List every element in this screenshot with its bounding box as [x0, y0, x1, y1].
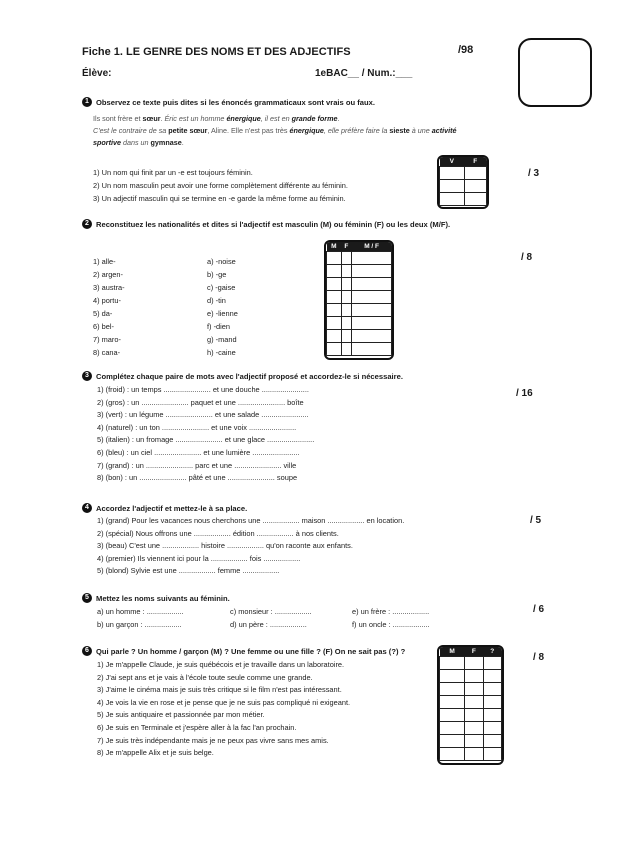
list-item: f) -dien — [207, 322, 231, 331]
answer-cell[interactable] — [352, 252, 392, 265]
fill-in-list — [97, 384, 314, 485]
answer-cell[interactable] — [327, 252, 342, 265]
answer-cell[interactable] — [465, 657, 483, 670]
statement: 2) J'ai sept ans et je vais à l'école toute seule comme une grande. — [97, 672, 313, 682]
answer-cell[interactable] — [465, 748, 483, 761]
fill-in-item[interactable]: e) un frère : .................. — [352, 607, 430, 616]
section-2-title — [82, 219, 450, 229]
student-label: Élève: — [82, 68, 112, 79]
section-score: / 5 — [530, 515, 542, 526]
fill-in-item[interactable]: 3) (beau) C'est une .................. histoire .................. qu'on raconte aux enfants. — [97, 541, 353, 551]
grid-header: M / F — [352, 242, 392, 252]
fill-in-item[interactable]: 5) (italien) : un fromage ....................... et une glace ....................... — [97, 435, 315, 445]
answer-cell[interactable] — [341, 343, 352, 356]
grid-header: F — [341, 242, 352, 252]
answer-cell[interactable] — [483, 696, 501, 709]
fill-in-item[interactable]: 7) (grand) : un ....................... parc et une ....................... ville — [97, 460, 297, 470]
answer-cell[interactable] — [352, 278, 392, 291]
list-item: a) -noise — [207, 257, 236, 266]
list-item: 3) austra- — [93, 283, 125, 292]
answer-cell[interactable] — [440, 180, 465, 193]
fill-in-item[interactable]: f) un oncle : .................. — [352, 620, 430, 629]
statement: 1) Un nom qui finit par un -e est toujours féminin. — [93, 168, 253, 177]
fill-in-item[interactable]: d) un père : .................. — [230, 620, 307, 629]
fill-in-item[interactable]: 5) (blond) Sylvie est une .................. femme .................. — [97, 566, 280, 576]
intro-line: C'est le contraire de sa petite sœur, Aline. Elle n'est pas très énergique, elle préfère faire la sieste à une activité — [93, 126, 457, 135]
answer-cell[interactable] — [327, 317, 342, 330]
list-item: h) -caine — [207, 348, 236, 357]
fill-in-item[interactable]: 4) (naturel) : un ton ....................... et une voix ....................... — [97, 422, 297, 432]
answer-cell[interactable] — [327, 330, 342, 343]
answer-cell[interactable] — [440, 735, 465, 748]
section-number-badge: 1 — [82, 97, 92, 107]
answer-cell[interactable] — [483, 735, 501, 748]
section-number-badge: 5 — [82, 593, 92, 603]
fill-in-item[interactable]: 6) (bleu) : un ciel ....................... et une lumière ....................... — [97, 447, 300, 457]
answer-cell[interactable] — [352, 291, 392, 304]
list-item: e) -lienne — [207, 309, 238, 318]
section-instruction: Reconstituez les nationalités et dites si l'adjectif est masculin (M) ou féminin (F) ou les deux (M/F). — [96, 219, 451, 229]
answer-cell[interactable] — [465, 670, 483, 683]
list-item: 6) bel- — [93, 322, 114, 331]
answer-cell[interactable] — [327, 291, 342, 304]
grade-box[interactable] — [518, 38, 592, 107]
intro-paragraph — [93, 113, 457, 149]
statement: 1) Je m'appelle Claude, je suis québécois et je travaille dans un laboratoire. — [97, 660, 345, 669]
section-3-title — [82, 371, 403, 381]
answer-cell[interactable] — [464, 180, 487, 193]
answer-cell[interactable] — [327, 265, 342, 278]
fill-in-item[interactable]: c) monsieur : .................. — [230, 607, 312, 616]
class-number-label: 1eBAC__ / Num.:___ — [315, 68, 413, 79]
answer-cell[interactable] — [341, 265, 352, 278]
answer-cell[interactable] — [352, 304, 392, 317]
section-instruction: Observez ce texte puis dites si les énoncés grammaticaux sont vrais ou faux. — [96, 97, 375, 107]
statement: 6) Je suis en Terminale et j'espère aller à la fac l'an prochain. — [97, 722, 297, 732]
statement: 2) Un nom masculin peut avoir une forme complètement différente au féminin. — [93, 181, 348, 190]
section-instruction: Accordez l'adjectif et mettez-le à sa place. — [96, 503, 248, 513]
answer-cell[interactable] — [440, 696, 465, 709]
section-number-badge: 3 — [82, 371, 92, 381]
statement: 7) Je suis très indépendante mais je ne peux pas vivre sans mes amis. — [97, 735, 329, 745]
list-item: 8) cana- — [93, 348, 121, 357]
intro-line: Ils sont frère et sœur. Éric est un homme énergique, il est en grande forme. — [93, 114, 340, 123]
answer-cell[interactable] — [465, 709, 483, 722]
answer-cell[interactable] — [440, 748, 465, 761]
fill-in-list — [97, 515, 404, 578]
grid-header: F — [465, 647, 483, 657]
answer-cell[interactable] — [483, 670, 501, 683]
answer-cell[interactable] — [341, 278, 352, 291]
answer-cell[interactable] — [483, 683, 501, 696]
grid-header: ? — [483, 647, 501, 657]
list-item: 1) alle- — [93, 257, 116, 266]
suffix-list — [207, 255, 238, 359]
answer-cell[interactable] — [341, 330, 352, 343]
answer-cell[interactable] — [341, 317, 352, 330]
answer-cell[interactable] — [465, 735, 483, 748]
answer-cell[interactable] — [341, 304, 352, 317]
section-number-badge: 6 — [82, 646, 92, 656]
section-instruction: Complétez chaque paire de mots avec l'adjectif proposé et accordez-le si nécessaire. — [96, 371, 403, 381]
intro-line: sportive dans un gymnase. — [93, 138, 184, 147]
list-item: 5) da- — [93, 309, 113, 318]
true-false-grid — [437, 155, 489, 209]
answer-cell[interactable] — [341, 252, 352, 265]
gender-grid — [324, 240, 394, 360]
fill-in-item[interactable]: 8) (bon) : un ....................... pâté et une ....................... soupe — [97, 473, 298, 483]
fill-in-item[interactable]: 1) (grand) Pour les vacances nous cherchons une .................. maison .................. en location. — [97, 516, 405, 525]
list-item: 2) argen- — [93, 270, 123, 279]
answer-cell[interactable] — [352, 330, 392, 343]
grid-header: V — [440, 157, 465, 167]
answer-cell[interactable] — [327, 304, 342, 317]
fill-in-item[interactable]: 3) (vert) : un légume ....................... et une salade ....................... — [97, 410, 309, 420]
statement-list — [97, 659, 350, 760]
fill-in-item[interactable]: 2) (spécial) Nous offrons une .................. édition .................. à nos clients. — [97, 528, 339, 538]
answer-cell[interactable] — [352, 265, 392, 278]
statement: 3) J'aime le cinéma mais je suis très critique si le film n'est pas intéressant. — [97, 685, 342, 695]
answer-cell[interactable] — [440, 670, 465, 683]
section-instruction: Qui parle ? Un homme / garçon (M) ? Une femme ou une fille ? (F) On ne sait pas (?) ? — [96, 646, 406, 656]
list-item: c) -gaise — [207, 283, 236, 292]
answer-cell[interactable] — [483, 722, 501, 735]
statement: 3) Un adjectif masculin qui se termine en -e garde la même forme au féminin. — [93, 194, 346, 203]
section-score: / 8 — [521, 252, 533, 263]
answer-cell[interactable] — [465, 696, 483, 709]
answer-cell[interactable] — [440, 657, 465, 670]
answer-cell[interactable] — [440, 193, 465, 206]
answer-cell[interactable] — [327, 343, 342, 356]
answer-cell[interactable] — [465, 683, 483, 696]
speaker-grid — [437, 645, 504, 765]
list-item: 7) maro- — [93, 335, 121, 344]
grid-header: M — [440, 647, 465, 657]
answer-cell[interactable] — [440, 722, 465, 735]
answer-cell[interactable] — [465, 722, 483, 735]
answer-cell[interactable] — [483, 748, 501, 761]
answer-cell[interactable] — [464, 193, 487, 206]
grid-header: M — [327, 242, 342, 252]
answer-cell[interactable] — [440, 167, 465, 180]
worksheet-title: Fiche 1. LE GENRE DES NOMS ET DES ADJECTIFS — [82, 46, 351, 58]
section-score: / 8 — [533, 652, 545, 663]
answer-cell[interactable] — [327, 278, 342, 291]
answer-cell[interactable] — [483, 709, 501, 722]
fill-in-item[interactable]: 1) (froid) : un temps ....................... et une douche ....................... — [97, 385, 309, 394]
statement: 8) Je m'appelle Alix et je suis belge. — [97, 748, 214, 758]
section-number-badge: 4 — [82, 503, 92, 513]
answer-cell[interactable] — [483, 657, 501, 670]
total-score: /98 — [458, 44, 474, 56]
section-score: / 3 — [528, 168, 540, 179]
list-item: 4) portu- — [93, 296, 121, 305]
section-4-title — [82, 503, 247, 513]
section-instruction: Mettez les noms suivants au féminin. — [96, 593, 230, 603]
fill-in-item[interactable]: 4) (premier) Ils viennent ici pour la .................. fois .................. — [97, 553, 301, 563]
answer-cell[interactable] — [464, 167, 487, 180]
section-number-badge: 2 — [82, 219, 92, 229]
answer-cell[interactable] — [440, 709, 465, 722]
answer-cell[interactable] — [352, 317, 392, 330]
statement: 4) Je vois la vie en rose et je pense que je ne suis pas compliqué ni exigeant. — [97, 697, 351, 707]
fill-in-item[interactable]: b) un garçon : .................. — [97, 620, 182, 629]
section-6-title — [82, 646, 405, 656]
root-list — [93, 255, 125, 359]
list-item: g) -mand — [207, 335, 237, 344]
section-5-title — [82, 593, 230, 603]
answer-cell[interactable] — [352, 343, 392, 356]
statement: 5) Je suis antiquaire et passionnée par mon métier. — [97, 710, 265, 720]
answer-cell[interactable] — [341, 291, 352, 304]
fill-in-item[interactable]: 2) (gros) : un ....................... paquet et une ....................... boîte — [97, 397, 304, 407]
section-1-title — [82, 97, 375, 107]
list-item: d) -tin — [207, 296, 226, 305]
section-score: / 16 — [516, 388, 533, 399]
section-score: / 6 — [533, 604, 545, 615]
grid-header: F — [464, 157, 487, 167]
list-item: b) -ge — [207, 270, 227, 279]
answer-cell[interactable] — [440, 683, 465, 696]
fill-in-item[interactable]: a) un homme : .................. — [97, 607, 184, 616]
